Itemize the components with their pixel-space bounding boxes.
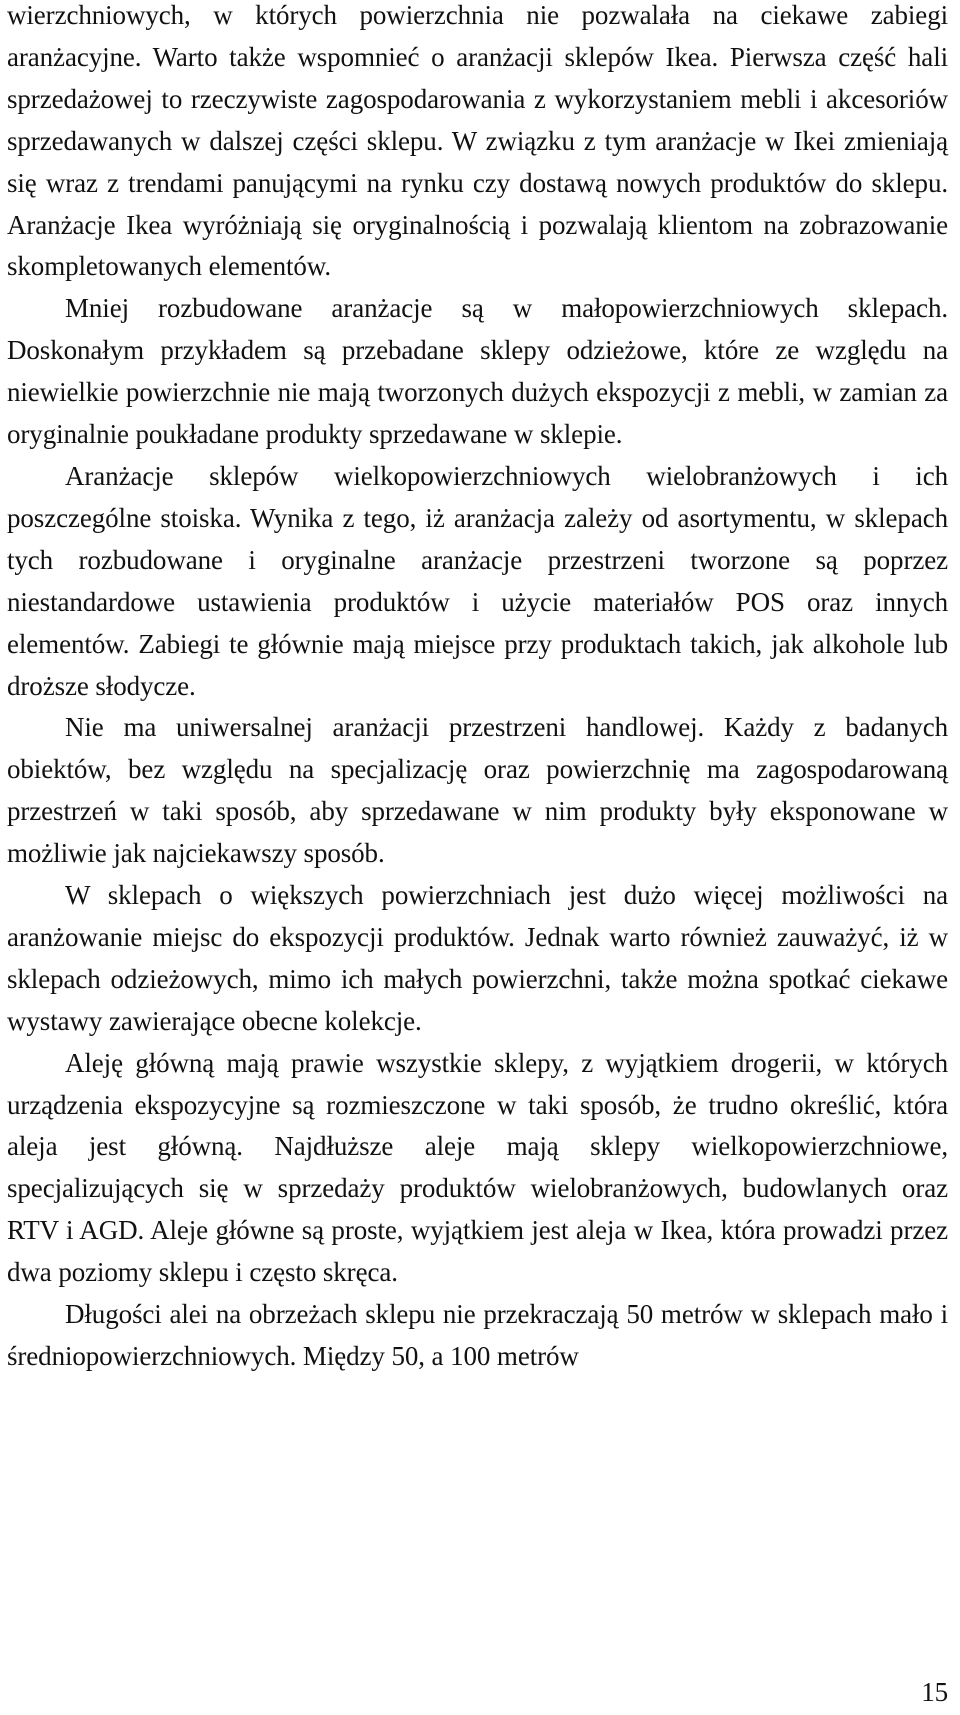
page-number: 15 [921, 1677, 948, 1707]
paragraph: Aranżacje sklepów wielkopowierzchniowych wielobranżowych i ich poszczególne stoiska. Wynika z tego, iż aranżacja zależy od asortymentu, w sklepach tych rozbudowane i oryginalne aranżacje przestrzeni tworzone są poprzez niestandardowe ustawienia produktów i użycie materiałów POS oraz innych elementów. Zabiegi te głównie mają miejsce przy produktach takich, jak alkohole lub droższe słodycze. [7, 460, 948, 701]
paragraph: Długości alei na obrzeżach sklepu nie przekraczają 50 metrów w sklepach mało i średniopowierzchniowych. Między 50, a 100 metrów [7, 1299, 948, 1371]
paragraph: Aleję główną mają prawie wszystkie sklepy, z wyjątkiem drogerii, w których urządzenia ekspozycyjne są rozmieszczone w taki sposób, że trudno określić, która aleja jest główną. Najdłuższe aleje mają sklepy wielkopowierzchniowe, specjalizujących się w sprzedaży produktów wielobranżowych, budowlanych oraz RTV i AGD. Aleje główne są proste, wyjątkiem jest aleja w Ikea, która prowadzi przez dwa poziomy sklepu i często skręca. [7, 1047, 948, 1288]
paragraph-continuation: wierzchniowych, w których powierzchnia nie pozwalała na ciekawe zabiegi aranżacyjne. Warto także wspomnieć o aranżacji sklepów Ikea. Pierwsza część hali sprzedażowej to rzeczywiste zagospodarowania z wykorzystaniem mebli i akcesoriów sprzedawanych w dalszej części sklepu. W związku z tym aranżacje w Ikei zmieniają się wraz z trendami panującymi na rynku czy dostawą nowych produktów do sklepu. Aranżacje Ikea wyróżniają się oryginalnością i pozwalają klientom na zobrazowanie skompletowanych elementów. [7, 0, 948, 282]
paragraph: W sklepach o większych powierzchniach jest dużo więcej możliwości na aranżowanie miejsc do ekspozycji produktów. Jednak warto również zauważyć, iż w sklepach odzieżowych, mimo ich małych powierzchni, także można spotkać ciekawe wystawy zawierające obecne kolekcje. [7, 880, 948, 1036]
paragraph: Nie ma uniwersalnej aranżacji przestrzeni handlowej. Każdy z badanych obiektów, bez względu na specjalizację oraz powierzchnię ma zagospodarowaną przestrzeń w taki sposób, aby sprzedawane w nim produkty były eksponowane w możliwie jak najciekawszy sposób. [7, 712, 948, 869]
body-text [7, 0, 948, 1378]
paragraph: Mniej rozbudowane aranżacje są w małopowierzchniowych sklepach. Doskonałym przykładem są przebadane sklepy odzieżowe, które ze względu na niewielkie powierzchnie nie mają tworzonych dużych ekspozycji z mebli, w zamian za oryginalnie poukładane produkty sprzedawane w sklepie. [7, 293, 948, 450]
